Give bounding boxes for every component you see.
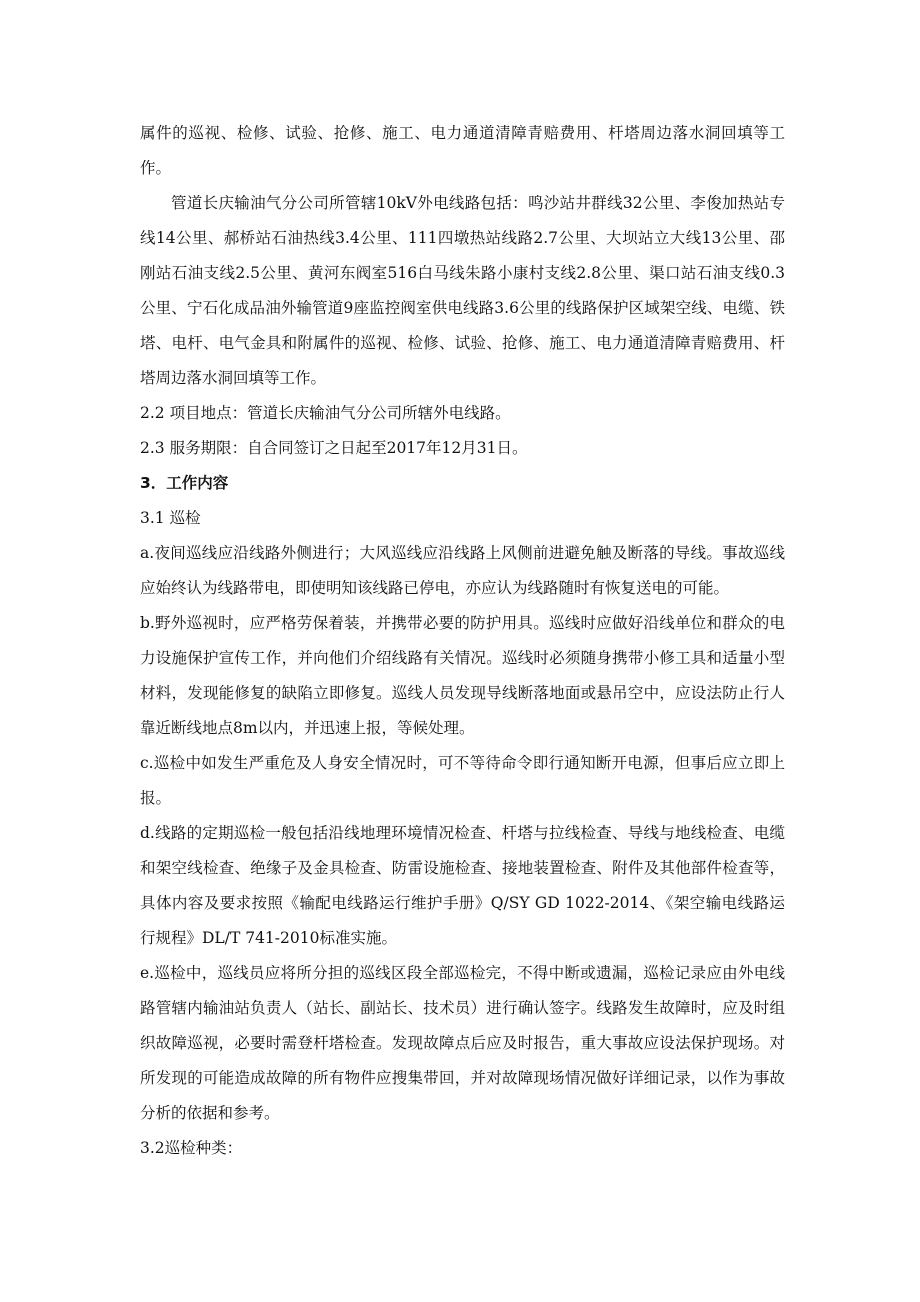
paragraph-scope-continuation: 属件的巡视、检修、试验、抢修、施工、电力通道清障青赔费用、杆塔周边落水洞回填等工作。 — [140, 124, 785, 177]
paragraph-item-c: c.巡检中如发生严重危及人身安全情况时，可不等待命令即行通知断开电源，但事后应立即上报。 — [140, 754, 785, 807]
paragraph-service-period: 2.3 服务期限：自合同签订之日起至2017年12月31日。 — [140, 439, 528, 457]
subsection-heading-inspection: 3.1 巡检 — [140, 509, 201, 527]
paragraph-item-b: b.野外巡视时，应严格劳保着装，并携带必要的防护用具。巡线时应做好沿线单位和群众的电力设施保护宣传工作，并向他们介绍线路有关情况。巡线时必须随身携带小修工具和适量小型材料，发现能修复的缺陷立即修复。巡线人员发现导线断落地面或悬吊空中，应设法防止行人靠近断线地点8m以内，并迅速上报，等候处理。 — [140, 614, 785, 737]
section-heading-work-content: 3．工作内容 — [140, 474, 229, 492]
document-body — [140, 116, 785, 1166]
paragraph-project-location: 2.2 项目地点：管道长庆输油气分公司所辖外电线路。 — [140, 404, 511, 422]
paragraph-item-e: e.巡检中，巡线员应将所分担的巡线区段全部巡检完，不得中断或遗漏，巡检记录应由外电线路管辖内输油站负责人（站长、副站长、技术员）进行确认签字。线路发生故障时，应及时组织故障巡视，必要时需登杆塔检查。发现故障点后应及时报告，重大事故应设法保护现场。对所发现的可能造成故障的所有物件应搜集带回，并对故障现场情况做好详细记录，以作为事故分析的依据和参考。 — [140, 964, 785, 1122]
paragraph-item-a: a.夜间巡线应沿线路外侧进行；大风巡线应沿线路上风侧前进避免触及断落的导线。事故巡线应始终认为线路带电，即使明知该线路已停电，亦应认为线路随时有恢复送电的可能。 — [140, 544, 785, 597]
paragraph-line-list: 管道长庆输油气分公司所管辖10kV外电线路包括：鸣沙站井群线32公里、李俊加热站专线14公里、郝桥站石油热线3.4公里、111四墩热站线路2.7公里、大坝站立大线13公里、邵刚站石油支线2.5公里、黄河东阀室516白马线朱路小康村支线2.8公里、渠口站石油支线0.3公里、宁石化成品油外输管道9座监控阀室供电线路3.6公里的线路保护区域架空线、电缆、铁塔、电杆、电气金具和附属件的巡视、检修、试验、抢修、施工、电力通道清障青赔费用、杆塔周边落水洞回填等工作。 — [140, 194, 785, 387]
subsection-heading-inspection-types: 3.2巡检种类： — [140, 1139, 243, 1157]
paragraph-item-d: d.线路的定期巡检一般包括沿线地理环境情况检查、杆塔与拉线检查、导线与地线检查、电缆和架空线检查、绝缘子及金具检查、防雷设施检查、接地装置检查、附件及其他部件检查等，具体内容及要求按照《输配电线路运行维护手册》Q/SY GD 1022-2014、《架空输电线路运行规程》DL/T 741-2010标准实施。 — [140, 824, 785, 947]
